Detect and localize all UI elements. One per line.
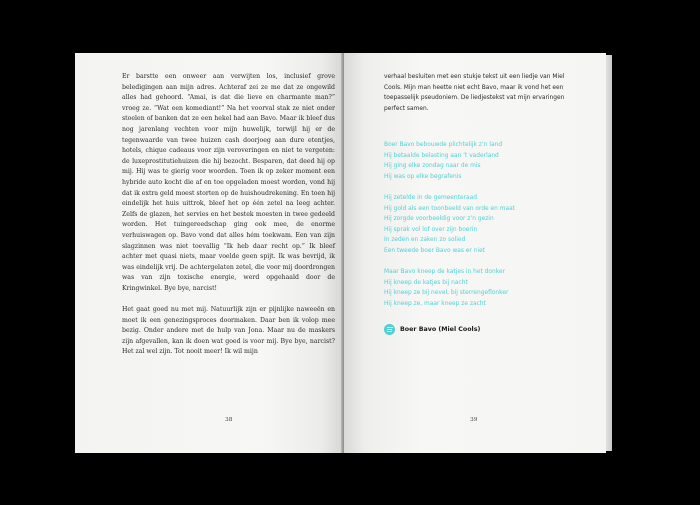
lyrics-stanza	[384, 193, 594, 257]
lyrics-stanza	[384, 267, 594, 309]
lyrics-line: Hij zorgde voorbeeldig voor z’n gezin	[384, 216, 494, 223]
lyrics-line: Hij gold als een toonbeeld van orde en maat	[384, 205, 516, 212]
spotify-icon	[384, 324, 395, 335]
lyrics-line: Hij ging elke zondag naar de mis	[384, 163, 481, 170]
paragraph: verhaal besluiten met een stukje tekst uit een liedje van Miel Cools. Mijn man heette niet echt Bavo, maar ik vond het een toepasselijk pseudoniem. De liedjestekst vat mijn ervaringen perfect samen.	[384, 74, 565, 112]
paragraph: Er barstte een onweer aan verwijten los, inclusief grove beledigingen aan mijn adres. Achteraf zei ze me dat ze ongewild alles had gehoord. “Amai, is dat die lieve en charmante man?” vroeg ze. “Wat een komediant!” Na het voorval stak ze niet onder stoelen of banken dat ze een hekel had aan Bavo. Maar ik bleef dus nog jarenlang vechten voor mijn huwelijk, terwijl hij er de tegenwaarde van twee huizen cash doorjoeg aan dure etentjes, hotels, chique cadeaus voor zijn veroveringen en niet te vergeten: de luxeprostitutiehuizen die hij bezocht. Besparen, dat deed hij op mij. Hij was te gierig voor woorden. Toen ik op zeker moment een hybride auto kocht die af en toe opgeladen moest worden, vond hij dat ik extra geld moest storten op de huishoudrekening. En toen hij eindelijk het huis uittrok, bleef het op één zetel na leeg achter. Zelfs de glazen, het servies en het bestek moesten in twee gedeeld worden. Het tuingereedschap ging ook mee, de enorme verhuiswagen op. Bavo vond dat alles hém toekwam. Een van zijn slagzinnen was niet toevallig “Ik heb daar recht op.” Ik bleef achter met quasi niets, maar voelde geen spijt. Ik was bevrijd, ik was eindelijk vrij. De achtergelaten zetel, die voor mij doordrongen was van zijn toxische energie, werd opgehaald door de Kringwinkel. Bye bye, narcist!	[122, 73, 335, 292]
lyrics-line: Boer Bavo bebouwde plichtelijk z’n land	[384, 142, 503, 148]
open-book	[75, 53, 612, 453]
lyrics-line: Een tweede boer Bavo was er niet	[384, 247, 486, 254]
right-intro-text	[384, 72, 584, 114]
lyrics-line: Hij kneep ze, maar kneep ze zacht	[384, 300, 486, 307]
right-page	[344, 53, 606, 453]
lyrics-line: Hij kneep ze bij nevel, bij sterrengeflonker	[384, 290, 509, 297]
lyrics-line: In zeden en zaken zo solied	[384, 237, 466, 244]
lyrics-line: Hij was op elke begrafenis	[384, 173, 462, 180]
lyrics-line: Maar Bavo kneep de katjes in het donker	[384, 269, 505, 276]
page-edge	[606, 55, 612, 451]
lyrics-stanza	[384, 140, 594, 182]
lyrics-line: Hij zetelde in de gemeenteraad	[384, 194, 477, 201]
song-lyrics	[384, 140, 594, 320]
paragraph: Het gaat goed nu met mij. Natuurlijk zijn er pijnlijke naweeën en moet ik een genezingsproces doormaken. Daar ben ik volop mee bezig. Onder andere met de hulp van Jona. Maar nu de maskers zijn afgevallen, kan ik doen wat goed is voor mij. Bye bye, narcist? Het zal wel zijn. Tot nooit meer! Ik wil mijn	[122, 306, 335, 356]
page-number-left: 38	[225, 417, 233, 423]
song-reference	[384, 324, 480, 335]
lyrics-line: Hij kneep de katjes bij nacht	[384, 279, 468, 286]
left-page	[75, 53, 343, 453]
left-body-text	[122, 72, 335, 358]
lyrics-line: Hij sprak vol lof over zijn boerin	[384, 226, 478, 233]
lyrics-line: Hij betaalde belasting aan ’t vaderland	[384, 152, 499, 159]
song-label: Boer Bavo (Miel Cools)	[400, 326, 481, 333]
page-number-right: 39	[470, 417, 478, 423]
